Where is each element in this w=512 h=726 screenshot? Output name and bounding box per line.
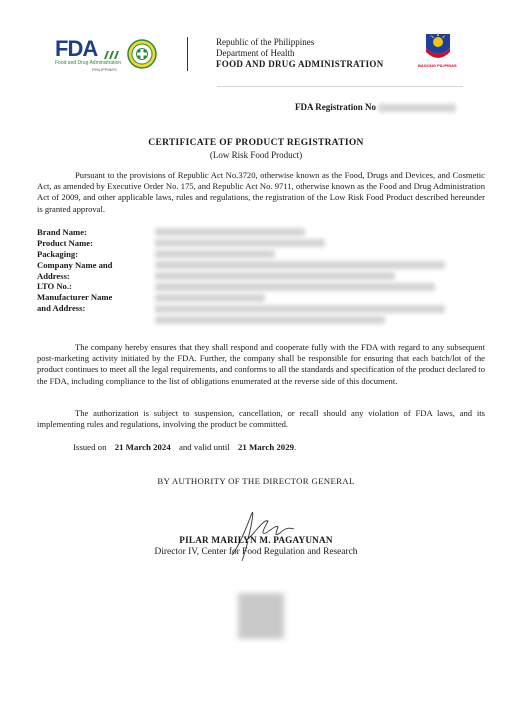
company-value-redacted xyxy=(155,261,445,269)
certificate-title: CERTIFICATE OF PRODUCT REGISTRATION xyxy=(148,138,364,148)
field-product-name: Product Name: xyxy=(37,237,93,248)
packaging-value-redacted xyxy=(155,250,275,258)
registration-label: FDA Registration No xyxy=(295,102,376,112)
product-fields xyxy=(37,227,112,314)
paragraph-authorization: The authorization is subject to suspension, cancellation, or recall should any violation of FDA laws, and its implementing rules and regulations, involving the product be committed. xyxy=(37,408,485,430)
field-packaging: Packaging: xyxy=(37,248,79,259)
product-name-value-redacted xyxy=(155,239,325,247)
company-address-value-redacted xyxy=(155,272,395,280)
header-rule xyxy=(217,86,463,87)
field-brand-name: Brand Name: xyxy=(37,227,87,237)
field-manufacturer-line2: and Address: xyxy=(37,303,86,314)
issued-date: 21 March 2024 xyxy=(114,442,171,452)
bagong-pilipinas-logo-icon xyxy=(423,30,453,62)
field-lto: LTO No.: xyxy=(37,281,72,292)
field-manufacturer-line1: Manufacturer Name xyxy=(37,292,113,303)
fda-logo-text: FDA xyxy=(55,36,98,61)
signatory-title: Director IV, Center for Food Regulation and Research xyxy=(154,547,358,557)
manufacturer-value-redacted xyxy=(155,305,445,313)
issued-period: . xyxy=(294,442,297,452)
certificate-subtitle: (Low Risk Food Product) xyxy=(209,150,303,160)
signatory-name: PILAR MARILYN M. PAGAYUNAN xyxy=(179,535,333,545)
authority-line: BY AUTHORITY OF THE DIRECTOR GENERAL xyxy=(157,476,355,486)
registration-value-redacted xyxy=(378,104,456,112)
brand-name-value-redacted xyxy=(155,228,305,236)
header-divider xyxy=(187,37,188,71)
header-text-block xyxy=(216,37,384,70)
header-department: Department of Health xyxy=(216,48,295,58)
qr-code-redacted xyxy=(238,593,284,639)
registration-number xyxy=(295,102,456,112)
bagong-pilipinas-label: BAGONG PILIPINAS xyxy=(418,63,457,68)
company-address2-value-redacted xyxy=(155,283,435,291)
lto-value-redacted xyxy=(155,294,265,302)
issued-line xyxy=(73,442,296,452)
issued-label: Issued on xyxy=(73,442,107,452)
field-company-line2: Address: xyxy=(37,270,70,281)
fda-logo-country: PHILIPPINES xyxy=(92,67,117,72)
doh-seal-icon xyxy=(127,39,157,69)
header-republic: Republic of the Philippines xyxy=(216,37,315,47)
valid-label: and valid until xyxy=(178,442,230,452)
header-agency: FOOD AND DRUG ADMINISTRATION xyxy=(216,59,384,69)
field-company-line1: Company Name and xyxy=(37,259,113,270)
manufacturer-address-value-redacted xyxy=(155,316,385,324)
fda-logo-bars-icon xyxy=(102,49,120,59)
valid-date: 21 March 2029 xyxy=(237,442,295,452)
paragraph-legal-basis: Pursuant to the provisions of Republic Act No.3720, otherwise known as the Food, Drugs and Devices, and Cosmetic Act, as amended by Executive Order No. 175, and Republic Act No. 9711, otherwise known as the Food and Drug Administration Act of 2009, and other applicable laws, rules and regulations, the registration of the Low Risk Food Product described hereunder is granted approval. xyxy=(37,170,485,214)
fda-logo-subtitle: Food and Drug Administration xyxy=(55,60,122,66)
paragraph-company-obligations: The company hereby ensures that they shall respond and cooperate fully with the FDA with regard to any subsequent post-marketing activity initiated by the FDA. Further, the company shall be responsible for ensuring that each batch/lot of the product continues to meet all the legal requirements, and conforms to all the standards and specification of the product declared to the FDA, including compliance to the list of obligations enumerated at the reverse side of this document. xyxy=(37,342,485,386)
